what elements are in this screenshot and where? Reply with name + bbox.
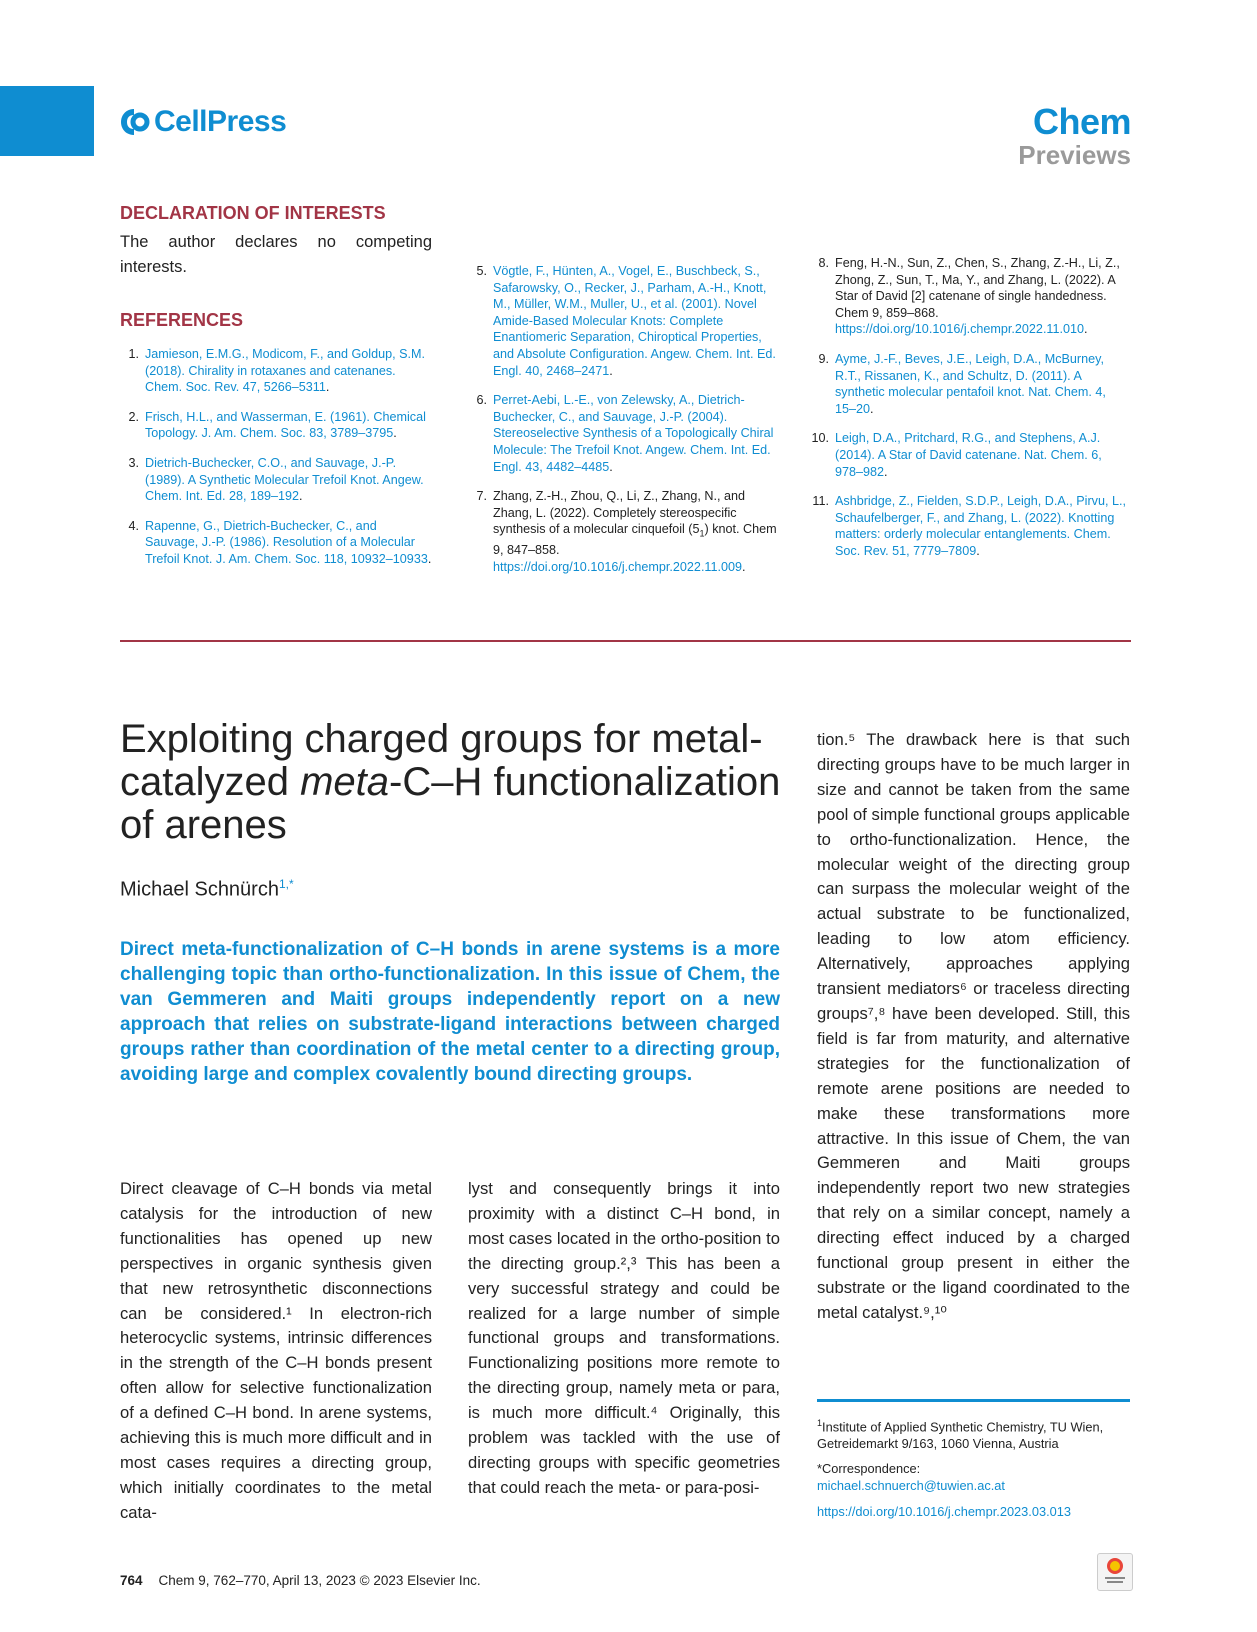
- reference-item: 2. Frisch, H.L., and Wasserman, E. (1961). Chemical Topology. J. Am. Chem. Soc. 83, 3789–3795.: [128, 409, 426, 441]
- check-for-updates-badge[interactable]: [1097, 1553, 1133, 1591]
- affiliation-divider: [817, 1399, 1130, 1402]
- declaration-heading: DECLARATION OF INTERESTS: [120, 203, 386, 223]
- body-column-1: Direct cleavage of C–H bonds via metal catalysis for the introduction of new functionalities has opened up new perspectives in organic synthesis given that new retrosynthetic disconnections can be considered.¹ In electron-rich heterocyclic systems, intrinsic differences in the strength of the C–H bonds present often allow for selective functionalization of a defined C–H bond. In arene systems, achieving this is much more difficult and in most cases requires a directing group, which initially coordinates to the metal cata-: [120, 1179, 432, 1522]
- references-column-3: [810, 255, 1130, 573]
- correspondence-label: *Correspondence:: [817, 1461, 921, 1477]
- reference-item: 9. Ayme, J.-F., Beves, J.E., Leigh, D.A., McBurney, R.T., Rissanen, K., and Schultz, D. (2011). A synthetic molecular pentafoil knot. Nat. Chem. 4, 15–20.: [818, 351, 1106, 416]
- reference-doi-link[interactable]: https://doi.org/10.1016/j.chempr.2022.11.009: [493, 560, 743, 575]
- reference-link[interactable]: Vögtle, F., Hünten, A., Vogel, E., Buschbeck, S., Safarowsky, O., Recker, J., Parham, A.-H., Knott, M., Müller, W.M., Muller, U., et al. (2001). Novel Amide-Based Molecular Knots: Complete Enantiomeric Separation, Chiroptical Properties, and Absolute Configuration. Angew. Chem. Int. Ed. Engl. 40, 2468–2471: [493, 264, 776, 378]
- reference-item: 1. Jamieson, E.M.G., Modicom, F., and Goldup, S.M. (2018). Chirality in rotaxanes and catenanes. Chem. Soc. Rev. 47, 5266–5311.: [128, 347, 425, 395]
- reference-doi-link[interactable]: https://doi.org/10.1016/j.chempr.2022.11.010: [835, 322, 1085, 337]
- reference-link[interactable]: Leigh, D.A., Pritchard, R.G., and Stephens, A.J. (2014). A Star of David catenane. Nat. Chem. 6, 978–982: [835, 431, 1102, 479]
- reference-item: 7. Zhang, Z.-H., Zhou, Q., Li, Z., Zhang, N., and Zhang, L. (2022). Completely stereospecific synthesis of a molecular cinquefoil $(5_1)$ knot. Chem 9, 847–858. https://doi.org/10.1016/j.chempr.2022.11.009.: [476, 489, 777, 575]
- publisher-name: CellPress: [154, 105, 287, 138]
- reference-item: 5. Vögtle, F., Hünten, A., Vogel, E., Buschbeck, S., Safarowsky, O., Recker, J., Parham, A.-H., Knott, M., Müller, W.M., Muller, U., et al. (2001). Novel Amide-Based Molecular Knots: Complete Enantiomeric Separation, Chiroptical Properties, and Absolute Configuration. Angew. Chem. Int. Ed. Engl. 40, 2468–2471.: [476, 264, 776, 378]
- reference-link[interactable]: Rapenne, G., Dietrich-Buchecker, C., and Sauvage, J.-P. (1986). Resolution of a Molecular Trefoil Knot. J. Am. Chem. Soc. 118, 10932–10933: [145, 518, 428, 566]
- reference-link[interactable]: Ashbridge, Z., Fielden, S.D.P., Leigh, D.A., Pirvu, L., Schaufelberger, F., and Zhang, L. (2022). Knotting matters: orderly molecular entanglements. Chem. Soc. Rev. 51, 7779–7809: [835, 494, 1126, 558]
- footer-citation: Chem 9, 762–770, April 13, 2023 © 2023 Elsevier Inc.: [158, 1573, 481, 1588]
- correspondence-email-link[interactable]: michael.schnuerch@tuwien.ac.at: [817, 1478, 1005, 1494]
- page-footer: [120, 1573, 481, 1588]
- reference-link[interactable]: Dietrich-Buchecker, C.O., and Sauvage, J.-P. (1989). A Synthetic Molecular Trefoil Knot. Angew. Chem. Int. Ed. 28, 189–192: [145, 455, 424, 504]
- reference-link[interactable]: Jamieson, E.M.G., Modicom, F., and Goldup, S.M. (2018). Chirality in rotaxanes and catenanes. Chem. Soc. Rev. 47, 5266–5311: [145, 347, 425, 395]
- cellpress-logo[interactable]: [118, 105, 286, 139]
- references-column-2: [468, 263, 778, 589]
- references-column-1: [120, 203, 432, 581]
- article-abstract: Direct meta-functionalization of C–H bonds in arene systems is a more challenging topic than ortho-functionalization. In this issue of Chem, the van Gemmeren and Maiti groups independently report on a new approach that relies on substrate-ligand interactions between charged groups rather than coordination of the metal center to a directing group, avoiding large and complex covalently bound directing groups.: [120, 939, 780, 1085]
- check-for-updates-icon: [1098, 1554, 1132, 1590]
- reference-item: 3. Dietrich-Buchecker, C.O., and Sauvage, J.-P. (1989). A Synthetic Molecular Trefoil Knot. Angew. Chem. Int. Ed. 28, 189–192.: [128, 455, 424, 504]
- reference-item: 11. Ashbridge, Z., Fielden, S.D.P., Leigh, D.A., Pirvu, L., Schaufelberger, F., and Zhang, L. (2022). Knotting matters: orderly molecular entanglements. Chem. Soc. Rev. 51, 7779–7809.: [812, 494, 1126, 558]
- declaration-text: The author declares no competing interests.: [120, 233, 432, 276]
- author-affiliation-mark[interactable]: 1,*: [278, 877, 294, 891]
- article-title: Exploiting charged groups for metal-catalyzed meta-C–H functionalization of arenes: [120, 717, 781, 847]
- journal-name[interactable]: Chem: [1032, 101, 1131, 142]
- references-heading: REFERENCES: [120, 310, 244, 330]
- reference-item: 4. Rapenne, G., Dietrich-Buchecker, C., and Sauvage, J.-P. (1986). Resolution of a Molecular Trefoil Knot. J. Am. Chem. Soc. 118, 10932–10933.: [128, 518, 432, 566]
- body-column-2: lyst and consequently brings it into proximity with a distinct C–H bond, in most cases located in the ortho-position to the directing group.²,³ This has been a very successful strategy and could be realized for a large number of simple functional groups and transformations. Functionalizing positions more remote to the directing group, namely meta or para, is much more difficult.⁴ Originally, this problem was tackled with the use of directing groups with specific geometries that could reach the meta- or para-posi-: [468, 1179, 780, 1497]
- article-author: Michael Schnürch$^{1,*}$: [120, 877, 294, 901]
- page-number: 764: [120, 1573, 143, 1588]
- section-name: Previews: [1018, 140, 1131, 170]
- cellpress-logo-icon: [118, 107, 150, 137]
- body-column-3: tion.⁵ The drawback here is that such directing groups have to be much larger in size and cannot be taken from the same pool of simple functional groups applicable to ortho-functionalization. Hence, the molecular weight of the directing group can surpass the molecular weight of the actual substrate to be functionalized, leading to low atom efficiency. Alternatively, approaches applying transient mediators⁶ or traceless directing groups⁷,⁸ have been developed. Still, this field is far from maturity, and alternative strategies for the functionalization of remote arene positions are needed to make these transformations more attractive. In this issue of Chem, the van Gemmeren and Maiti groups independently report two new strategies that rely on a similar concept, namely a directing effect induced by a charged functional group present in either the substrate or the ligand coordinated to the metal catalyst.⁹,¹⁰: [817, 730, 1130, 1322]
- reference-item: 10. Leigh, D.A., Pritchard, R.G., and Stephens, A.J. (2014). A Star of David catenane. Nat. Chem. 6, 978–982.: [811, 431, 1102, 479]
- reference-item: 8. Feng, H.-N., Sun, Z., Chen, S., Zhang, Z.-H., Li, Z., Zhong, Z., Sun, T., Ma, Y., and Zhang, L. (2022). A Star of David [2] catenane of single handedness. Chem 9, 859–868. https://doi.org/10.1016/j.chempr.2022.11.010.: [818, 256, 1120, 337]
- section-divider: [120, 640, 1131, 642]
- reference-link[interactable]: Ayme, J.-F., Beves, J.E., Leigh, D.A., McBurney, R.T., Rissanen, K., and Schultz, D. (2011). A synthetic molecular pentafoil knot. Nat. Chem. 4, 15–20: [835, 351, 1106, 416]
- affiliation-block: $^1$Institute of Applied Synthetic Chemistry, TU Wien, Getreidemarkt 9/163, 1060 Vienna, Austria *Correspondence: michael.schnuerch@tuwien.ac.at https://doi.org/10.1016/j.chempr.2023.03.013: [817, 1415, 1137, 1520]
- affiliation-text: Institute of Applied Synthetic Chemistry, TU Wien, Getreidemarkt 9/163, 1060 Vienna, Austria: [817, 1419, 1104, 1451]
- reference-link[interactable]: Frisch, H.L., and Wasserman, E. (1961). Chemical Topology. J. Am. Chem. Soc. 83, 3789–3795: [145, 409, 426, 441]
- reference-item: 6. Perret-Aebi, L.-E., von Zelewsky, A., Dietrich-Buchecker, C., and Sauvage, J.-P. (2004). Stereoselective Synthesis of a Topologically Chiral Molecule: The Trefoil Knot. Angew. Chem. Int. Ed. Engl. 43, 4482–4485.: [476, 393, 774, 474]
- article-doi-link[interactable]: https://doi.org/10.1016/j.chempr.2023.03.013: [817, 1503, 1071, 1519]
- reference-link[interactable]: Perret-Aebi, L.-E., von Zelewsky, A., Dietrich-Buchecker, C., and Sauvage, J.-P. (2004). Stereoselective Synthesis of a Topologically Chiral Molecule: The Trefoil Knot. Angew. Chem. Int. Ed. Engl. 43, 4482–4485: [493, 393, 774, 474]
- header-color-tab: [0, 86, 94, 156]
